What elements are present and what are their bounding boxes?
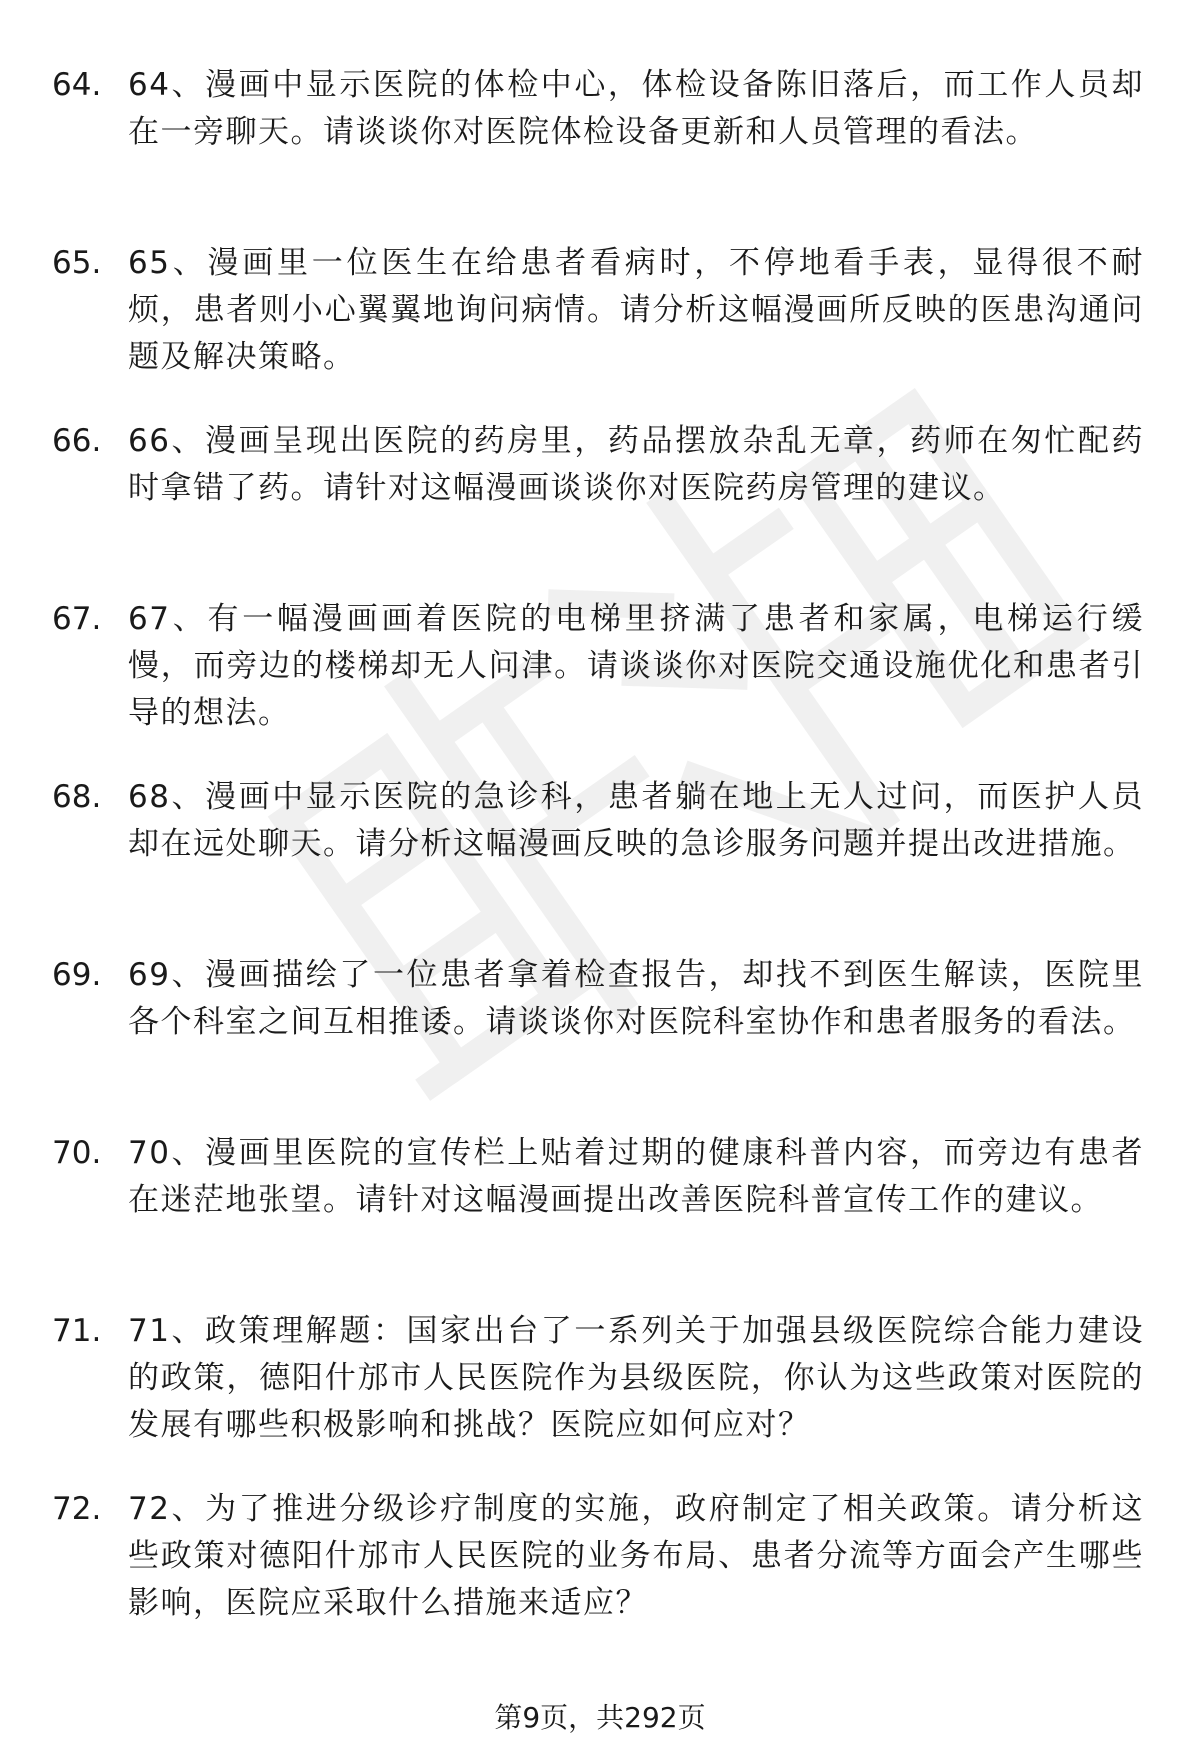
page-footer: [0, 1700, 1200, 1736]
item-number: 64.: [52, 67, 102, 103]
list-item: [0, 418, 1200, 596]
item-text: 67、有一幅漫画画着医院的电梯里挤满了患者和家属，电梯运行缓慢，而旁边的楼梯却无人问津。请谈谈你对医院交通设施优化和患者引导的想法。: [128, 601, 1144, 731]
item-text: 72、为了推进分级诊疗制度的实施，政府制定了相关政策。请分析这些政策对德阳什邡市人民医院的业务布局、患者分流等方面会产生哪些影响，医院应采取什么措施来适应？: [128, 1491, 1144, 1621]
list-item: [0, 596, 1200, 774]
item-number: 70.: [52, 1135, 102, 1171]
item-number: 65.: [52, 245, 102, 281]
item-text: 64、漫画中显示医院的体检中心，体检设备陈旧落后，而工作人员却在一旁聊天。请谈谈你对医院体检设备更新和人员管理的看法。: [128, 67, 1144, 150]
item-text: 71、政策理解题：国家出台了一系列关于加强县级医院综合能力建设的政策，德阳什邡市人民医院作为县级医院，你认为这些政策对医院的发展有哪些积极影响和挑战？医院应如何应对？: [128, 1313, 1144, 1443]
page-number-label: 第9页，共292页: [494, 1701, 706, 1734]
item-text: 65、漫画里一位医生在给患者看病时，不停地看手表，显得很不耐烦，患者则小心翼翼地询问病情。请分析这幅漫画所反映的医患沟通问题及解决策略。: [128, 245, 1144, 375]
list-item: [0, 240, 1200, 418]
item-text: 68、漫画中显示医院的急诊科，患者躺在地上无人过问，而医护人员却在远处聊天。请分析这幅漫画反映的急诊服务问题并提出改进措施。: [128, 779, 1144, 862]
item-text: 70、漫画里医院的宣传栏上贴着过期的健康科普内容，而旁边有患者在迷茫地张望。请针对这幅漫画提出改善医院科普宣传工作的建议。: [128, 1135, 1144, 1218]
item-number: 71.: [52, 1313, 102, 1349]
list-item: [0, 1486, 1200, 1664]
item-number: 69.: [52, 957, 102, 993]
item-text: 66、漫画呈现出医院的药房里，药品摆放杂乱无章，药师在匆忙配药时拿错了药。请针对这幅漫画谈谈你对医院药房管理的建议。: [128, 423, 1144, 506]
item-number: 67.: [52, 601, 102, 637]
list-item: [0, 62, 1200, 240]
list-item: [0, 952, 1200, 1130]
list-item: [0, 1308, 1200, 1486]
item-text: 69、漫画描绘了一位患者拿着检查报告，却找不到医生解读，医院里各个科室之间互相推诿。请谈谈你对医院科室协作和患者服务的看法。: [128, 957, 1144, 1040]
question-list: [0, 62, 1200, 1664]
item-number: 72.: [52, 1491, 102, 1527]
list-item: [0, 1130, 1200, 1308]
item-number: 68.: [52, 779, 102, 815]
list-item: [0, 774, 1200, 952]
item-number: 66.: [52, 423, 102, 459]
